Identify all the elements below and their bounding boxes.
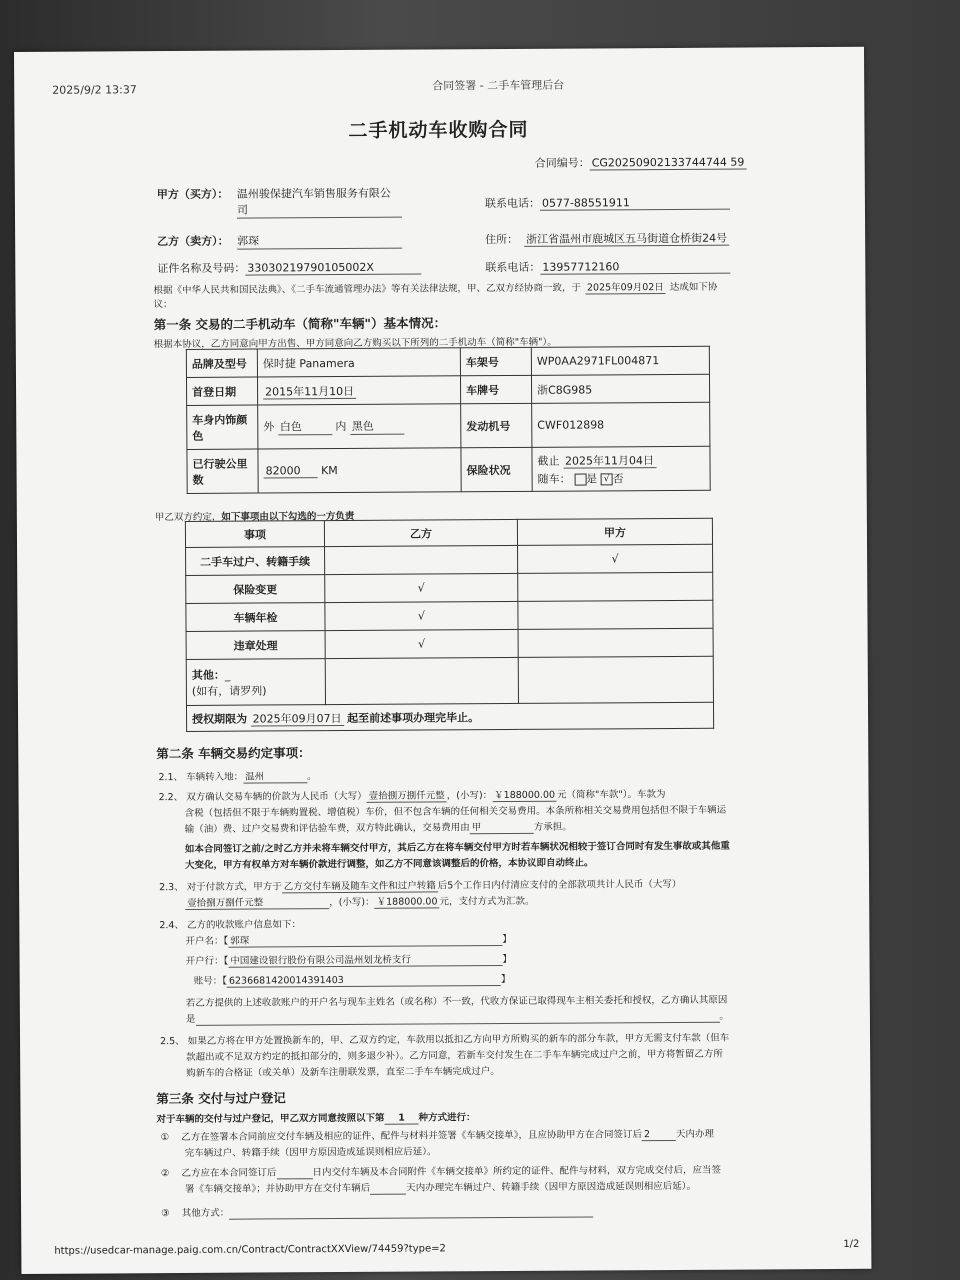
engine-value: CWF012898 [532, 402, 710, 447]
engine-label: 发动机号 [461, 403, 532, 447]
brand-value: 保时捷 Panamera [257, 348, 460, 377]
id-value: 33030219790105002X [245, 261, 421, 276]
authorization-period: 授权期限为 2025年09月07日 起至前述事项办理完毕止。 [186, 702, 713, 731]
option-1-line2: 完车辆过户、转籍手续（因甲方原因造成延误则相应后延）。 [184, 1146, 437, 1159]
col-item: 事项 [185, 521, 324, 548]
clause-2-1: 2.1、 车辆转入地： 温州 。 [158, 768, 316, 784]
insurance-cell: 截止 2025年11月04日 随车： 是 √ 否 [532, 446, 710, 491]
buyer-phone-value: 0577-88551911 [540, 196, 730, 211]
auth-date: 2025年09月07日 [251, 711, 344, 726]
plate-value: 浙C8G985 [531, 374, 709, 403]
clause-2-2-line1: 2.2、 双方确认交易车辆的价款为人民币（大写） 壹拾捌万捌仟元整 ，(小写)： ￥188000.00 元（简称"车款"）。车款为 [158, 789, 666, 804]
clause-2-3-line1: 2.3、 对于付款方式，甲方于 乙方交付车辆及随车文件和过户转籍 后5个工作日内付清应支付的全部款项共计人民币（大写） [159, 878, 682, 894]
buyer-phone [485, 194, 730, 211]
other-cell: 其他：_ (如有，请罗列) [186, 659, 325, 706]
outer-color: 白色 [278, 418, 332, 435]
clause-2-2-line2: 含税（包括但不限于车辆购置税、增值税）车价，但不包含车辆的任何相关交易费用。本条所称相关交易费用包括但不限于车辆运 [184, 804, 727, 819]
article3-title: 第三条 交付与过户登记 [156, 1090, 286, 1107]
seller-address [485, 230, 729, 247]
table-row-other [186, 656, 713, 705]
vin-value: WP0AA2971FL004871 [531, 346, 709, 375]
article3-intro: 对于车辆的交付与过户登记，甲乙双方同意按照以下第 1 种方式进行： [156, 1112, 476, 1126]
article1-intro: 根据本协议，乙方同意向甲方出售、甲方同意向乙方购买以下所列的二手机动车（简称"车辆"）。 [153, 336, 557, 351]
address-label: 住所： [485, 232, 519, 247]
print-datetime: 2025/9/2 13:37 [52, 83, 137, 97]
reg-date-value: 2015年11月10日 [263, 384, 356, 399]
buyer-name-line1: 温州骏保捷汽车销售服务有限公 [236, 186, 391, 201]
vin-label: 车架号 [460, 347, 531, 375]
brand-label: 品牌及型号 [186, 349, 257, 377]
seller-phone [485, 258, 730, 275]
option-2-line2: 署《车辆交接单》；并协助甲方在交付车辆后 天内办理完车辆过户、转籍手续（因甲方原因造成延误则相应后延）。 [184, 1180, 697, 1195]
clause-2-2-bold2: 大变化，甲方有权单方对车辆价款进行调整，如乙方不同意该调整后的价格，本协议即自动终止。 [184, 857, 594, 871]
contract-title: 二手机动车收购合同 [348, 118, 529, 142]
clause-2-4: 2.4、 乙方的收款账户信息如下： [159, 919, 302, 932]
insurance-until: 2025年11月04日 [563, 454, 656, 469]
with-car-yes-checkbox[interactable] [574, 473, 586, 485]
preamble-line2: 议： [153, 299, 173, 311]
table-row: 车辆年检 √ [186, 600, 713, 631]
reg-date-label: 首登日期 [186, 377, 257, 405]
mileage-value: 82000 [264, 464, 318, 478]
clause-2-2-bold1: 如本合同签订之前/之时乙方并未将车辆交付甲方，其后乙方在将车辆交付甲方时若车辆状况相较于签订合同时有发生事故或其他重 [184, 840, 730, 855]
article1-title: 第一条 交易的二手机动车（简称"车辆"）基本情况： [153, 315, 447, 333]
option-1-line1: ① 乙方在签署本合同前应交付车辆及相应的证件、配件与材料并签署《车辆交接单》，且应协助甲方在合同签订后 2 天内办理 [160, 1128, 715, 1144]
contract-no-label: 合同编号： [534, 156, 590, 170]
seller-phone-value: 13957712160 [540, 260, 730, 275]
clause-2-2-line3: 输（油）费、过户交易费和评估验车费，双方特此确认，交易费用由 甲 方承担。 [185, 819, 572, 836]
clause-2-3-line2: 壹拾捌万捌仟元整 ，(小写)： ￥188000.00 元，支付方式为汇款。 [185, 893, 534, 910]
buyer-name-line2: 司 [237, 201, 402, 219]
buyer-label: 甲方（买方）： [156, 187, 229, 202]
color-label: 车身内饰颜 色 [187, 405, 258, 449]
table-row: 违章处理 √ [186, 628, 713, 659]
account-note-2: 是 。 [185, 1010, 729, 1025]
col-party-b: 乙方 [324, 519, 517, 546]
insurance-label: 保险状况 [461, 447, 532, 491]
option-2-line1: ② 乙方应在本合同签订后 日内交付车辆及本合同附件《车辆交接单》所约定的证件、配件与材料，双方完成交付后，应当签 [160, 1164, 722, 1180]
buyer-phone-label: 联系电话： [484, 196, 540, 211]
seller-name: 郭琛 [237, 232, 402, 250]
mileage-cell: 82000 KM [258, 448, 461, 493]
seller-phone-label: 联系电话： [485, 260, 541, 275]
seller-label: 乙方（卖方）： [157, 234, 229, 249]
clause-2-5-line3: 购新车的合格证（或关单）及新车注册联发票，直至二手车车辆完成过户。 [186, 1066, 500, 1079]
account-note-1: 若乙方提供的上述收款账户的开户名与现车主姓名（或名称）不一致，代收方保证已取得现车主相关委托和授权，乙方确认其原因 [185, 994, 728, 1009]
clause-2-5-line1: 2.5、 如果乙方将在甲方处置换新车的，甲、乙双方约定，车款用以抵扣乙方向甲方所购买的新车的部分车款，甲方无需支付车款（但车 [160, 1032, 730, 1048]
article2-title: 第二条 车辆交易约定事项： [156, 745, 311, 762]
id-label: 证件名称及号码： [157, 261, 246, 276]
print-page-title: 合同签署 - 二手车管理后台 [432, 78, 565, 93]
color-cell: 外 白色 内 黑色 [258, 404, 461, 449]
reg-date-cell [257, 376, 460, 405]
contract-no-value: CG20250902133744744 59 [590, 156, 747, 171]
vehicle-info-table [186, 346, 711, 494]
account-name: 开户名：【 郭琛 】 [185, 931, 511, 948]
table-row: 二手车过户、转籍手续 √ [186, 544, 713, 575]
col-party-a: 甲方 [517, 518, 712, 545]
print-url: https://usedcar-manage.paig.com.cn/Contract/ContractXXView/74459?type=2 [54, 1243, 446, 1257]
account-number: 账号：【 6236681420014391403 】 [193, 973, 511, 987]
seller-id [157, 259, 421, 277]
preamble-line1: 根据《中华人民共和国民法典》、《二手车流通管理办法》等有关法律法规，甲、乙双方经协商一致，于 2025年09月02日 达成如下协 [153, 281, 718, 297]
with-car-no-checkbox[interactable]: √ [601, 473, 613, 485]
mileage-label: 已行驶公里 数 [187, 449, 258, 493]
duties-table [185, 518, 714, 732]
clause-2-5-line2: 款超出或不足双方约定的抵扣部分的，则多退少补）。乙方同意，若新车交付发生在二手车车辆完成过户之前，甲方将暂留乙方所 [186, 1048, 723, 1063]
print-page-number: 1/2 [843, 1238, 860, 1250]
table-row: 保险变更 √ [186, 572, 713, 603]
duties-intro: 甲乙双方约定，如下事项由以下勾选的一方负责 [154, 510, 355, 524]
contract-page [14, 47, 871, 1274]
preamble-date: 2025年09月02日 [585, 282, 666, 294]
contract-no [535, 154, 747, 171]
option-3: ③ 其他方式： [161, 1202, 593, 1220]
inner-color: 黑色 [350, 418, 404, 435]
plate-label: 车牌号 [460, 375, 531, 403]
account-bank: 开户行：【 中国建设银行股份有限公司温州划龙桥支行 】 [186, 951, 512, 968]
address-value: 浙江省温州市鹿城区五马街道仓桥街24号 [524, 232, 729, 247]
